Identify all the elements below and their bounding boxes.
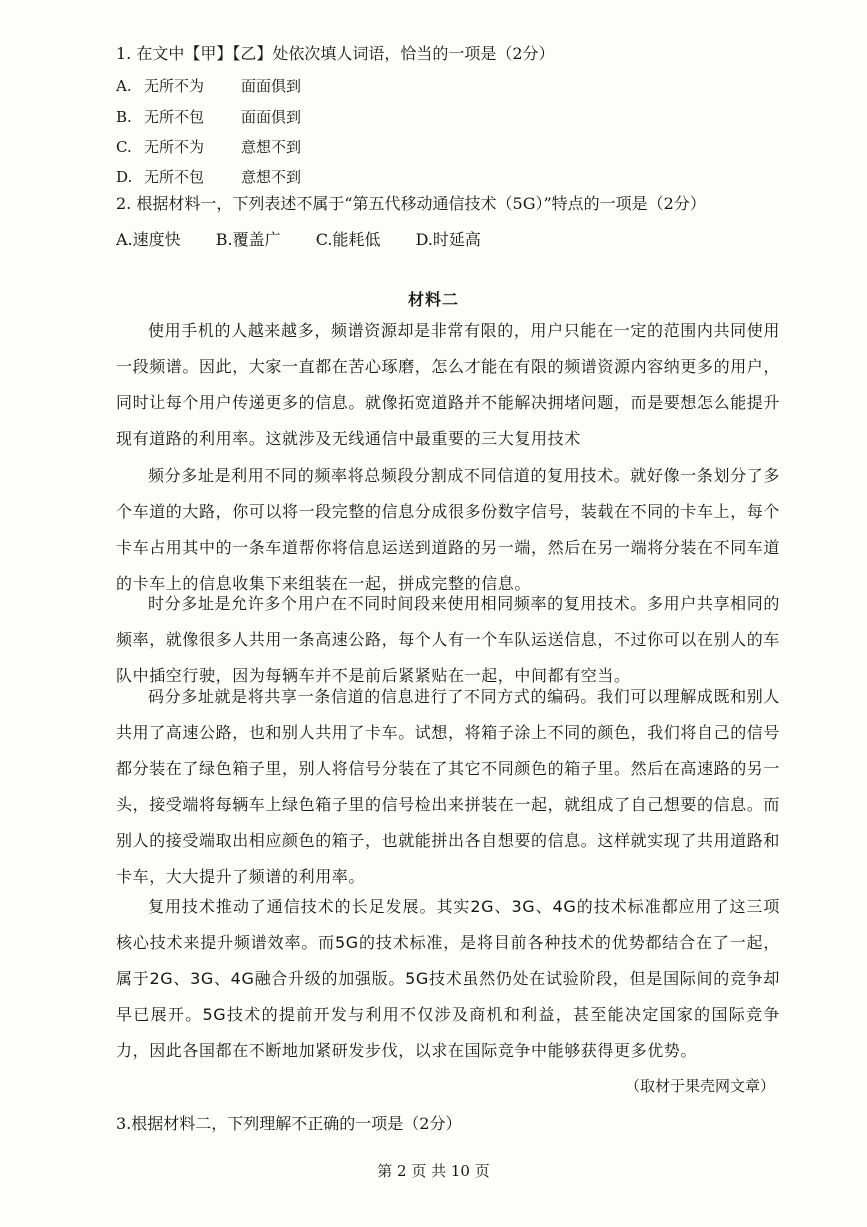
question-2-option-a: A.速度快	[116, 230, 181, 249]
material-2-paragraph-5: 复用技术推动了通信技术的长足发展。其实2G、3G、4G的技术标准都应用了这三项核心技术来提升频谱效率。而5G的技术标准，是将目前各种技术的优势都结合在了一起，属于2G、3G、4G融合升级的加强版。5G技术虽然仍处在试验阶段，但是国际间的竞争却早已展开。5G技术的提前开发与利用不仅涉及商机和利益，甚至能决定国家的国际竞争力，因此各国都在不断地加紧研发步伐，以求在国际竞争中能够获得更多优势。	[116, 897, 780, 1060]
option-word-1: 无所不包	[144, 108, 205, 126]
question-3-stem: 3.根据材料二，下列理解不正确的一项是（2分）	[116, 1114, 462, 1133]
option-word-2: 面面俱到	[241, 77, 302, 95]
page-number: 第 2 页 共 10 页	[377, 1162, 490, 1180]
option-letter: C.	[116, 138, 132, 156]
question-2-option-d: D.时延高	[415, 230, 481, 249]
material-2-paragraph-1: 使用手机的人越来越多，频谱资源却是非常有限的，用户只能在一定的范围内共同使用一段频谱。因此，大家一直都在苦心琢磨，怎么才能在有限的频谱资源内容纳更多的用户，同时让每个用户传递更多的信息。就像拓宽道路并不能解决拥堵问题，而是要想怎么能提升现有道路的利用率。这就涉及无线通信中最重要的三大复用技术	[116, 321, 781, 448]
question-2-options	[116, 227, 511, 250]
question-1-stem: 1. 在文中【甲】【乙】处依次填人词语，恰当的一项是（2分）	[116, 44, 555, 63]
material-2-paragraph-3: 时分多址是允许多个用户在不同时间段来使用相同频率的复用技术。多用户共享相同的频率，就像很多人共用一条高速公路，每个人有一个车队运送信息，不过你可以在别人的车队中插空行驶，因为每辆车并不是前后紧紧贴在一起，中间都有空当。	[116, 594, 781, 685]
option-word-2: 意想不到	[241, 168, 302, 186]
option-letter: A.	[116, 77, 132, 95]
question-1-option-a	[116, 75, 301, 96]
material-2-paragraph-2: 频分多址是利用不同的频率将总频段分割成不同信道的复用技术。就好像一条划分了多个车道的大路，你可以将一段完整的信息分成很多份数字信号，装载在不同的卡车上，每个卡车占用其中的一条车道帮你将信息运送到道路的另一端，然后在另一端将分装在不同车道的卡车上的信息收集下来组装在一起，拼成完整的信息。	[116, 466, 781, 593]
material-2-source: （取材于果壳网文章）	[624, 1077, 775, 1095]
option-letter: B.	[116, 108, 132, 126]
option-word-1: 无所不为	[144, 138, 205, 156]
question-1-option-d	[116, 166, 301, 187]
option-word-2: 面面俱到	[241, 108, 302, 126]
option-word-2: 意想不到	[241, 138, 302, 156]
material-2-paragraph-4: 码分多址就是将共享一条信道的信息进行了不同方式的编码。我们可以理解成既和别人共用了高速公路，也和别人共用了卡车。试想，将箱子涂上不同的颜色，我们将自己的信号都分装在了绿色箱子里，别人将信号分装在了其它不同颜色的箱子里。然后在高速路的另一头，接受端将每辆车上绿色箱子里的信号检出来拼装在一起，就组成了自己想要的信息。而别人的接受端取出相应颜色的箱子，也就能拼出各自想要的信息。这样就实现了共用道路和卡车，大大提升了频谱的利用率。	[116, 687, 781, 886]
option-word-1: 无所不为	[144, 77, 205, 95]
question-2-option-c: C.能耗低	[315, 230, 381, 249]
option-word-1: 无所不包	[144, 168, 205, 186]
question-2-stem: 2. 根据材料一，下列表述不属于“第五代移动通信技术（5G）”特点的一项是（2分）	[116, 194, 706, 213]
question-1-option-c	[116, 136, 301, 157]
option-letter: D.	[116, 168, 133, 186]
question-2-option-b: B.覆盖广	[215, 230, 281, 249]
material-2-title: 材料二	[407, 290, 459, 309]
question-1-option-b	[116, 106, 301, 127]
